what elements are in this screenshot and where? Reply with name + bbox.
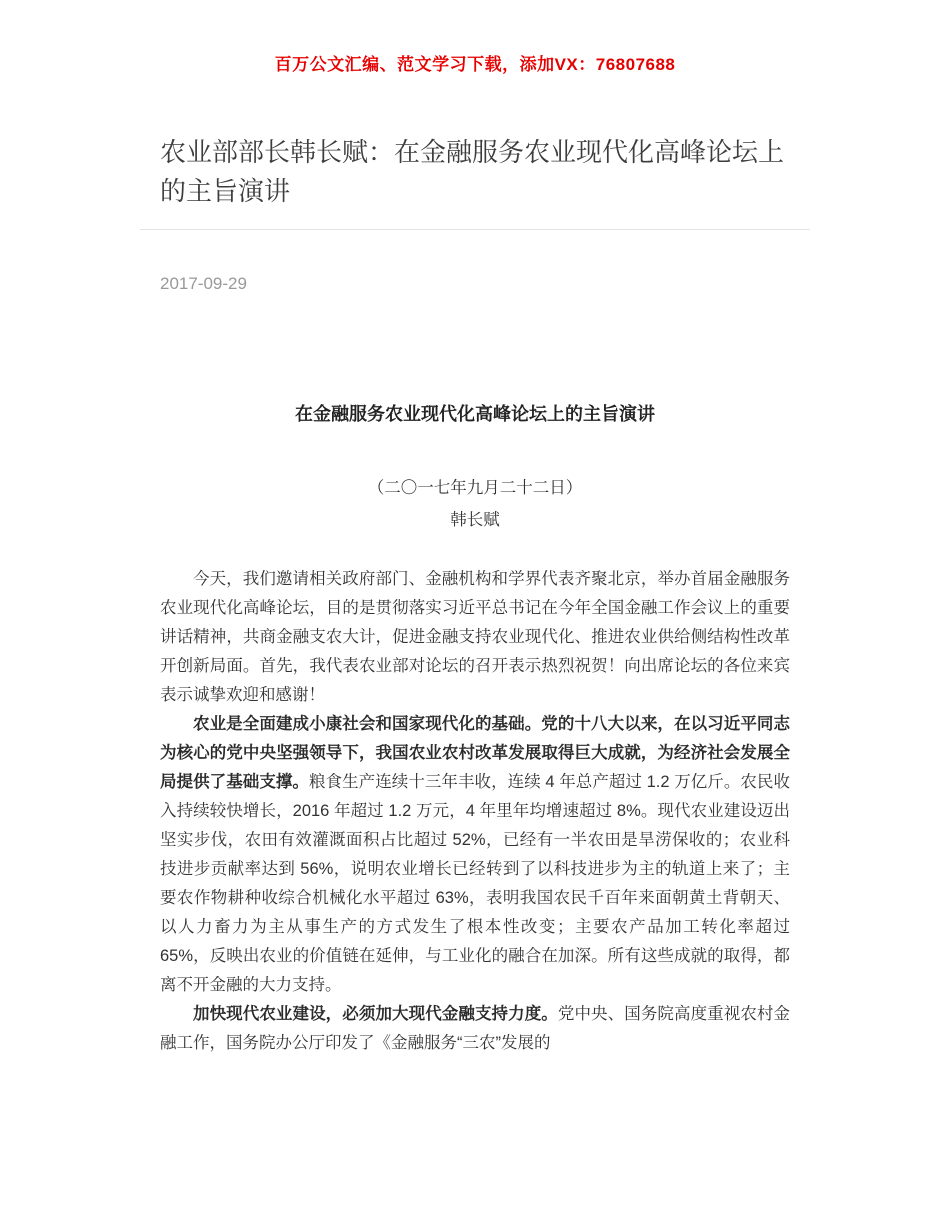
title-divider — [140, 229, 810, 230]
paragraph-text: 党中央、国务院高度重视农村金融工作，国务院办公厅印发了《金融服务“三农”发展的 — [160, 1005, 791, 1052]
speech-heading: 在金融服务农业现代化高峰论坛上的主旨演讲 — [295, 404, 655, 424]
speech-date-line: （二〇一七年九月二十二日） — [367, 479, 583, 497]
paragraph — [160, 565, 790, 710]
article-container — [140, 133, 810, 1058]
promo-banner: 百万公文汇编、范文学习下载，添加VX：76807688 — [274, 55, 676, 74]
publish-date: 2017-09-29 — [160, 274, 247, 293]
paragraph-text: 粮食生产连续十三年丰收，连续 4 年总产超过 1.2 万亿斤。农民收入持续较快增长，2016 年超过 1.2 万元，4 年里年均增速超过 8%。现代农业建设迈出坚实步伐，农田有效灌溉面积占比超过 52%，已经有一半农田是旱涝保收的；农业科技进步贡献率达到 56%，说明农业增长已经转到了以科技进步为主的轨道上来了；主要农作物耕种收综合机械化水平超过 63%，表明我国农民千百年来面朝黄土背朝天、以人力畜力为主从事生产的方式发生了根本性改变；主要农产品加工转化率超过 65%，反映出农业的价值链在延伸，与工业化的融合在加深。所有这些成就的取得，都离不开金融的大力支持。 — [160, 773, 791, 994]
article-body — [140, 565, 810, 1058]
paragraph — [160, 1000, 790, 1058]
paragraph-lead-bold: 加快现代农业建设，必须加大现代金融支持力度。 — [193, 1005, 558, 1023]
paragraph-lead-bold: 农业是全面建成小康社会和国家现代化的基础。党的十八大以来，在以习近平同志为核心的党中央坚强领导下，我国农业农村改革发展取得巨大成就，为经济社会发展全局提供了基础支撑。 — [160, 715, 790, 791]
paragraph — [160, 710, 790, 1000]
speech-author: 韩长赋 — [450, 511, 500, 529]
paragraph-text: 今天，我们邀请相关政府部门、金融机构和学界代表齐聚北京，举办首届金融服务农业现代化高峰论坛，目的是贯彻落实习近平总书记在今年全国金融工作会议上的重要讲话精神，共商金融支农大计，促进金融支持农业现代化、推进农业供给侧结构性改革开创新局面。首先，我代表农业部对论坛的召开表示热烈祝贺！向出席论坛的各位来宾表示诚挚欢迎和感谢！ — [160, 570, 790, 704]
page-title: 农业部部长韩长赋：在金融服务农业现代化高峰论坛上的主旨演讲 — [160, 137, 785, 206]
